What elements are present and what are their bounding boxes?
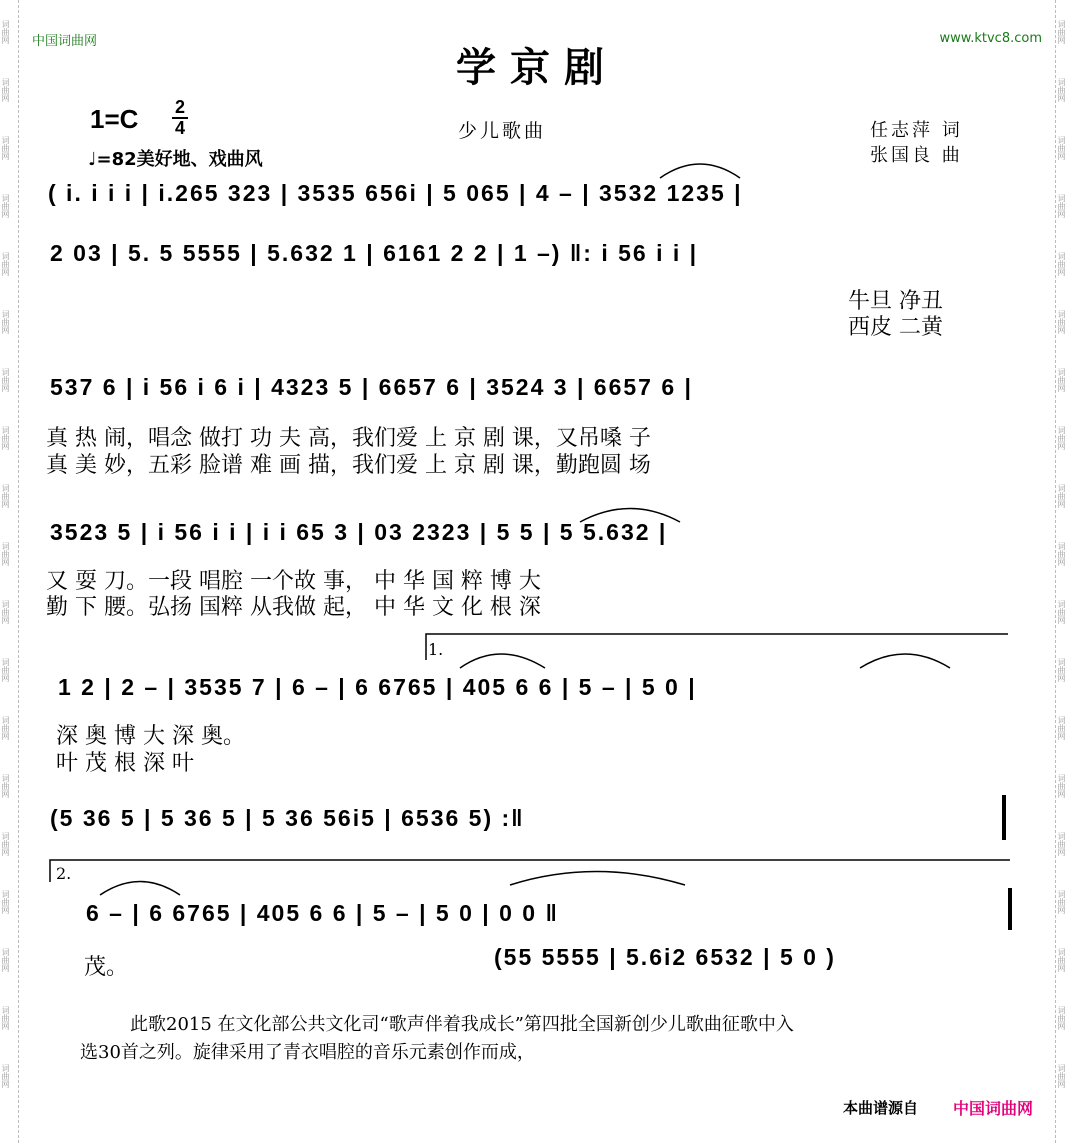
lyrics-system-3-verse-2: 真 美 妙，五彩 脸谱 难 画 描，我们爱 上 京 剧 课，勤跑圆 场 <box>46 453 651 478</box>
side-watermark-text: 词曲网 <box>1 948 10 972</box>
side-watermark-text: 词曲网 <box>1057 716 1066 740</box>
side-watermark-text: 词曲网 <box>1 252 10 276</box>
lyrics-system-5-verse-1: 深 奥 博 大 深 奥。 <box>56 724 245 749</box>
side-watermark-text: 词曲网 <box>1057 136 1066 160</box>
site-url-right[interactable]: www.ktvc8.com <box>939 31 1042 46</box>
site-name-left[interactable]: 中国词曲网 <box>32 34 98 49</box>
side-watermark-text: 词曲网 <box>1 542 10 566</box>
side-watermark-text: 词曲网 <box>1057 1064 1066 1088</box>
time-signature-bottom: 4 <box>174 118 185 138</box>
first-ending-bracket <box>426 634 1008 660</box>
slur <box>460 654 545 668</box>
side-watermark-text: 词曲网 <box>1 658 10 682</box>
score-system-7: 6 – | 6 6765 | 405 6 6 | 5 – | 5 0 | 0 0 ‖ <box>86 900 559 926</box>
side-watermark-text: 词曲网 <box>1057 1006 1066 1030</box>
score-system-5: 1 2 | 2 – | 3535 7 | 6 – | 6 6765 | 405 6 6 | 5 – | 5 0 | <box>58 674 697 700</box>
side-watermark-text: 词曲网 <box>1057 426 1066 450</box>
side-watermark-text: 词曲网 <box>1 890 10 914</box>
slur <box>660 164 740 178</box>
side-watermark-text: 词曲网 <box>1057 600 1066 624</box>
lyrics-system-3-verse-1: 真 热 闹，唱念 做打 功 夫 高，我们爱 上 京 剧 课，又吊嗓 子 <box>46 426 651 451</box>
lyricist-credit: 任志萍 词 <box>870 120 963 141</box>
tempo-marking: ♩=82美好地、戏曲风 <box>88 149 263 170</box>
side-watermark-text: 词曲网 <box>1 194 10 218</box>
right-margin-strip <box>1055 0 1074 1143</box>
side-watermark-text: 词曲网 <box>1057 484 1066 508</box>
side-watermark-text: 词曲网 <box>1057 774 1066 798</box>
side-watermark-text: 词曲网 <box>1 368 10 392</box>
lyrics-system-4-verse-1: 又 耍 刀。一段 唱腔 一个故 事， 中 华 国 粹 博 大 <box>46 569 541 594</box>
second-ending-bracket <box>50 860 1010 882</box>
song-title: 学京剧 <box>456 45 618 91</box>
lyrics-system-4-verse-2: 勤 下 腰。弘扬 国粹 从我做 起， 中 华 文 化 根 深 <box>46 595 541 620</box>
slur <box>510 872 685 886</box>
side-watermark-text: 词曲网 <box>1057 194 1066 218</box>
side-watermark-text: 词曲网 <box>1 1006 10 1030</box>
source-label: 本曲谱源自 <box>843 1099 919 1117</box>
key-signature: 1=C <box>90 104 139 134</box>
side-watermark-text: 词曲网 <box>1 832 10 856</box>
lyrics-system-5-verse-2: 叶 茂 根 深 叶 <box>56 751 194 776</box>
side-watermark-text: 词曲网 <box>1 78 10 102</box>
slur <box>100 882 180 896</box>
side-watermark-text: 词曲网 <box>1 136 10 160</box>
song-note-line-1: 此歌2015 在文化部公共文化司“歌声伴着我成长”第四批全国新创少儿歌曲征歌中入 <box>130 1014 794 1035</box>
lyrics-system-7: 茂。 <box>84 955 129 980</box>
side-watermark-text: 词曲网 <box>1 1064 10 1088</box>
score-system-2: 2 03 | 5. 5 5555 | 5.632 1 | 6161 2 2 | 1 –) ‖: i 56 i i | <box>50 240 699 266</box>
song-subtitle: 少儿歌曲 <box>458 120 547 142</box>
lyrics-system-2-verse-1: 牛旦 净丑 <box>848 289 943 314</box>
side-watermark-text: 词曲网 <box>1 310 10 334</box>
second-ending-mark: 2. <box>56 864 72 883</box>
side-watermark-text: 词曲网 <box>1057 542 1066 566</box>
composer-credit: 张国良 曲 <box>870 145 963 166</box>
side-watermark-text: 词曲网 <box>1 716 10 740</box>
slur <box>860 654 950 668</box>
side-watermark-text: 词曲网 <box>1 426 10 450</box>
side-watermark-text: 词曲网 <box>1057 20 1066 44</box>
side-watermark-text: 词曲网 <box>1 600 10 624</box>
side-watermark-text: 词曲网 <box>1057 252 1066 276</box>
side-watermark-text: 词曲网 <box>1 484 10 508</box>
left-margin-strip <box>0 0 19 1143</box>
lyrics-system-2-verse-2: 西皮 二黄 <box>848 315 943 340</box>
source-site-link[interactable]: 中国词曲网 <box>953 1099 1034 1118</box>
side-watermark-text: 词曲网 <box>1057 658 1066 682</box>
score-system-4: 3523 5 | i 56 i i | i i 65 3 | 03 2323 | 5 5 | 5 5.632 | <box>50 519 668 545</box>
side-watermark-text: 词曲网 <box>1057 948 1066 972</box>
first-ending-mark: 1. <box>428 640 444 659</box>
side-watermark-text: 词曲网 <box>1057 368 1066 392</box>
side-watermark-text: 词曲网 <box>1 774 10 798</box>
time-signature <box>172 98 188 138</box>
side-watermark-text: 词曲网 <box>1 20 10 44</box>
score-system-1: ( i. i i i | i.265 323 | 3535 656i | 5 065 | 4 – | 3532 1235 | <box>48 180 743 206</box>
side-watermark-text: 词曲网 <box>1057 78 1066 102</box>
side-watermark-text: 词曲网 <box>1057 890 1066 914</box>
side-watermark-text: 词曲网 <box>1057 310 1066 334</box>
score-system-3: 537 6 | i 56 i 6 i | 4323 5 | 6657 6 | 3524 3 | 6657 6 | <box>50 374 693 400</box>
time-signature-top: 2 <box>174 97 185 117</box>
score-system-7-accompaniment: (55 5555 | 5.6i2 6532 | 5 0 ) <box>494 944 836 970</box>
score-system-6-interlude: (5 36 5 | 5 36 5 | 5 36 56i5 | 6536 5) :‖ <box>50 805 525 831</box>
song-note-line-2: 选30首之列。旋律采用了青衣唱腔的音乐元素创作而成， <box>80 1042 535 1063</box>
side-watermark-text: 词曲网 <box>1057 832 1066 856</box>
